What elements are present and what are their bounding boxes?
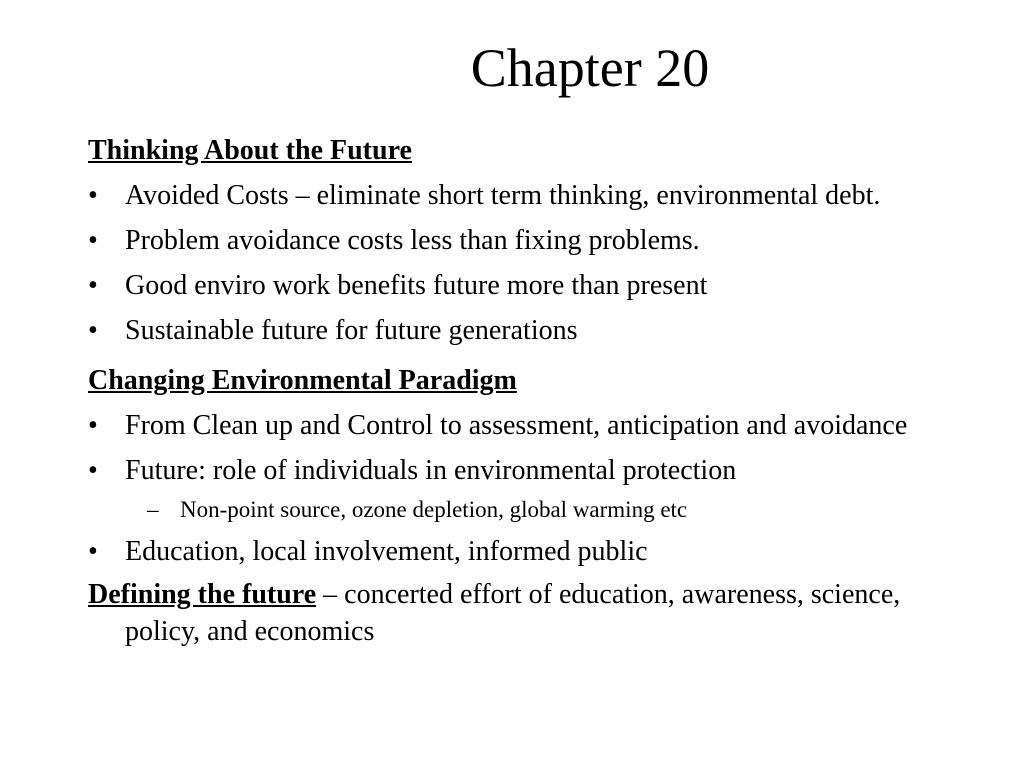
list-item-text: Education, local involvement, informed public: [125, 536, 648, 567]
closing-term: Defining the future: [88, 579, 317, 610]
list-item-text: From Clean up and Control to assessment, anticipation and avoidance: [125, 410, 908, 441]
bullet-marker: •: [88, 536, 98, 567]
list-item: [88, 452, 968, 525]
sub-list-item: [135, 495, 968, 525]
list-item: [88, 312, 968, 349]
bullet-marker: •: [88, 410, 98, 441]
slide-body: [88, 132, 968, 678]
bullet-marker: •: [88, 315, 98, 346]
section-heading-environmental-paradigm: Changing Environmental Paradigm: [88, 365, 517, 396]
bullet-marker: •: [88, 270, 98, 301]
list-item: [88, 407, 968, 444]
sub-bullet-marker: –: [147, 497, 159, 522]
bullet-list-environmental-paradigm: [88, 407, 968, 570]
list-item: [88, 267, 968, 304]
bullet-marker: •: [88, 225, 98, 256]
list-item-text: Future: role of individuals in environmental protection: [125, 455, 737, 486]
list-item-text: Sustainable future for future generations: [125, 315, 578, 346]
bullet-marker: •: [88, 180, 98, 211]
list-item-text: Good enviro work benefits future more than present: [125, 270, 708, 301]
sub-list-item-text: Non-point source, ozone depletion, global warming etc: [180, 497, 688, 522]
closing-text: – concerted effort of education, awareness, science, policy, and economics: [125, 579, 901, 647]
list-item: [88, 533, 968, 570]
list-item-text: Problem avoidance costs less than fixing problems.: [125, 225, 700, 256]
slide-title: Chapter 20: [470, 38, 710, 98]
sub-bullet-list: [125, 495, 968, 525]
section-heading-thinking-future: Thinking About the Future: [88, 135, 412, 166]
list-item-text: Avoided Costs – eliminate short term thinking, environmental debt.: [125, 180, 881, 211]
bullet-list-thinking-future: [88, 177, 968, 349]
list-item: [88, 177, 968, 214]
closing-statement: [88, 576, 968, 650]
bullet-marker: •: [88, 455, 98, 486]
list-item: [88, 222, 968, 259]
